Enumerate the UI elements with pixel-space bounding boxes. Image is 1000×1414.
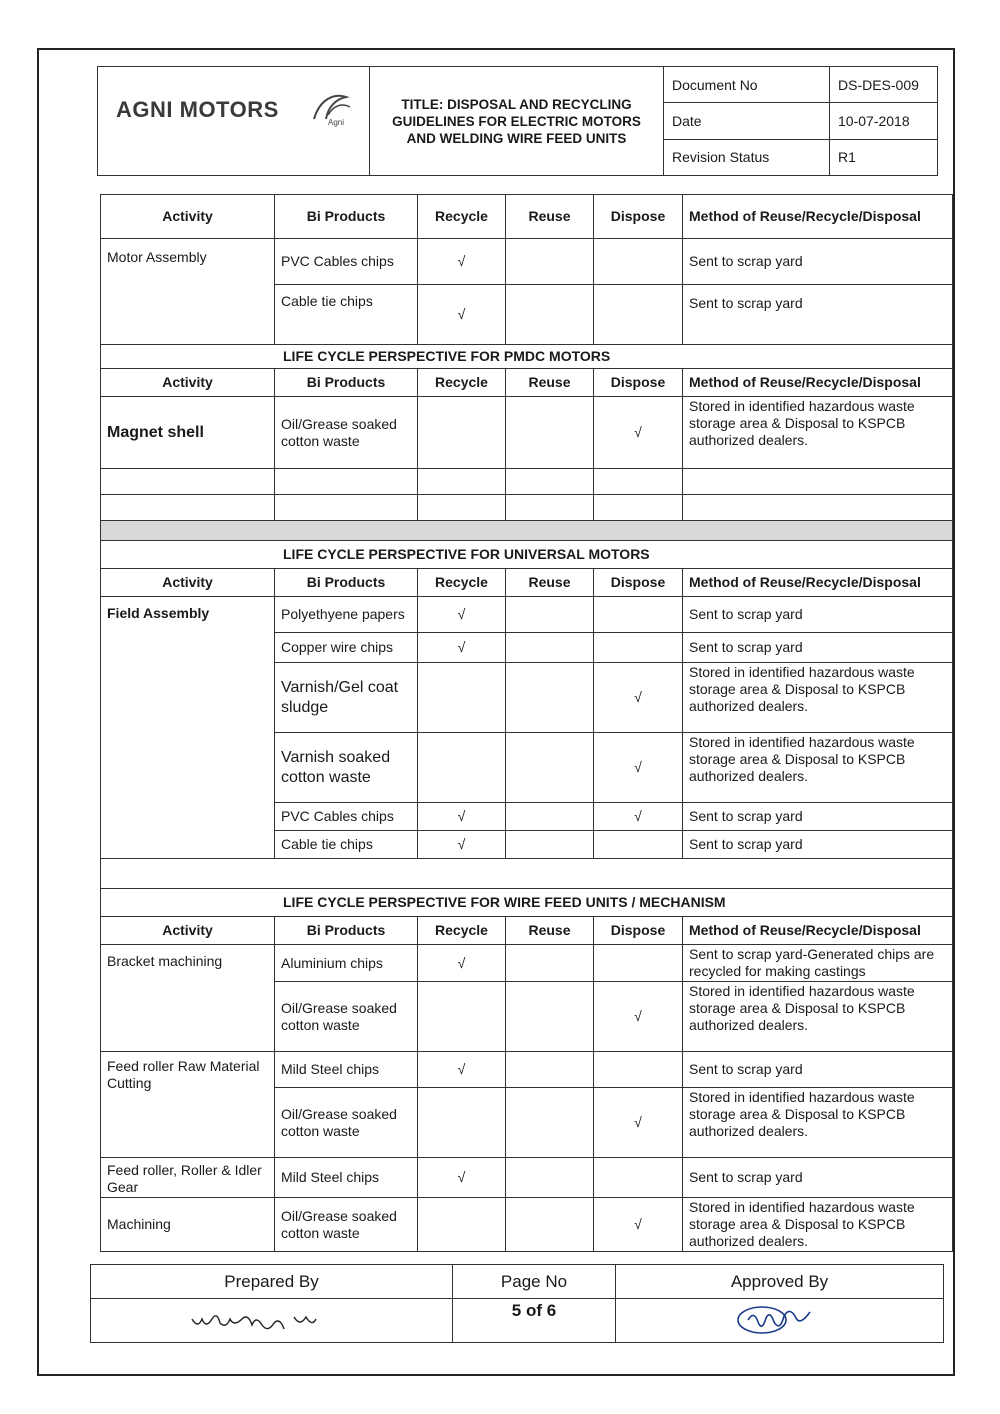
method-cell: Stored in identified hazardous waste storage area & Disposal to KSPCB authorized dealers. xyxy=(683,733,953,803)
col-byproducts: Bi Products xyxy=(275,917,418,945)
dispose-cell xyxy=(594,1052,683,1088)
byproduct-cell: Varnish soaked cotton waste xyxy=(275,733,418,803)
col-dispose: Dispose xyxy=(594,917,683,945)
recycle-check: √ xyxy=(418,831,506,859)
table-row xyxy=(101,945,953,982)
title-line-1: TITLE: DISPOSAL AND RECYCLING xyxy=(401,96,632,112)
byproduct-cell: Oil/Grease soaked cotton waste xyxy=(275,397,418,469)
byproduct-cell: Oil/Grease soaked cotton waste xyxy=(275,1088,418,1158)
method-cell: Stored in identified hazardous waste storage area & Disposal to KSPCB authorized dealers. xyxy=(683,1198,953,1252)
reuse-cell xyxy=(506,285,594,345)
col-byproducts: Bi Products xyxy=(275,369,418,397)
logo-small-text: Agni xyxy=(328,118,345,127)
dispose-check: √ xyxy=(594,733,683,803)
approved-by-label: Approved By xyxy=(616,1265,944,1299)
column-header-row xyxy=(101,195,953,239)
reuse-cell xyxy=(506,1052,594,1088)
empty-row xyxy=(101,469,953,495)
disposal-table xyxy=(100,194,953,1252)
reuse-cell xyxy=(506,239,594,285)
recycle-cell xyxy=(418,663,506,733)
recycle-cell xyxy=(418,982,506,1052)
page-no-value: 5 of 6 xyxy=(453,1299,616,1343)
recycle-cell xyxy=(418,397,506,469)
reuse-cell xyxy=(506,803,594,831)
date-label: Date xyxy=(664,103,830,139)
prepared-by-label: Prepared By xyxy=(91,1265,453,1299)
col-dispose: Dispose xyxy=(594,195,683,239)
table-row xyxy=(101,597,953,633)
approved-signature xyxy=(730,1300,830,1336)
col-method: Method of Reuse/Recycle/Disposal xyxy=(683,195,953,239)
byproduct-cell: Mild Steel chips xyxy=(275,1052,418,1088)
col-byproducts: Bi Products xyxy=(275,569,418,597)
method-cell: Sent to scrap yard xyxy=(683,239,953,285)
recycle-check: √ xyxy=(418,285,506,345)
recycle-check: √ xyxy=(418,1052,506,1088)
col-activity: Activity xyxy=(101,369,275,397)
activity-cell: Feed roller, Roller & Idler Gear xyxy=(101,1158,275,1198)
reuse-cell xyxy=(506,1198,594,1252)
revision-value: R1 xyxy=(830,139,938,175)
col-recycle: Recycle xyxy=(418,917,506,945)
doc-no-value: DS-DES-009 xyxy=(830,67,938,103)
method-cell: Stored in identified hazardous waste storage area & Disposal to KSPCB authorized dealers. xyxy=(683,663,953,733)
recycle-check: √ xyxy=(418,597,506,633)
byproduct-cell: Oil/Grease soaked cotton waste xyxy=(275,982,418,1052)
col-reuse: Reuse xyxy=(506,917,594,945)
table-row xyxy=(101,1158,953,1198)
grey-band-row xyxy=(101,521,953,541)
dispose-check: √ xyxy=(594,663,683,733)
document-header xyxy=(97,66,938,176)
column-header-row xyxy=(101,569,953,597)
byproduct-cell: PVC Cables chips xyxy=(275,239,418,285)
recycle-check: √ xyxy=(418,945,506,982)
activity-cell: Machining xyxy=(101,1198,275,1252)
method-cell: Sent to scrap yard xyxy=(683,1052,953,1088)
section-title-universal: LIFE CYCLE PERSPECTIVE FOR UNIVERSAL MOTORS xyxy=(101,541,953,569)
table-row xyxy=(101,1198,953,1252)
reuse-cell xyxy=(506,982,594,1052)
byproduct-cell: Aluminium chips xyxy=(275,945,418,982)
method-cell: Stored in identified hazardous waste storage area & Disposal to KSPCB authorized dealers. xyxy=(683,1088,953,1158)
dispose-cell xyxy=(594,945,683,982)
byproduct-cell: Oil/Grease soaked cotton waste xyxy=(275,1198,418,1252)
method-cell: Stored in identified hazardous waste storage area & Disposal to KSPCB authorized dealers. xyxy=(683,397,953,469)
dispose-check: √ xyxy=(594,803,683,831)
table-row xyxy=(101,397,953,469)
method-cell: Stored in identified hazardous waste storage area & Disposal to KSPCB authorized dealers. xyxy=(683,982,953,1052)
col-reuse: Reuse xyxy=(506,195,594,239)
col-dispose: Dispose xyxy=(594,369,683,397)
activity-cell: Feed roller Raw Material Cutting xyxy=(101,1052,275,1158)
dispose-check: √ xyxy=(594,1088,683,1158)
column-header-row xyxy=(101,369,953,397)
section-title-pmdc: LIFE CYCLE PERSPECTIVE FOR PMDC MOTORS xyxy=(101,345,953,369)
title-cell xyxy=(370,67,664,176)
empty-row xyxy=(101,859,953,889)
col-method: Method of Reuse/Recycle/Disposal xyxy=(683,917,953,945)
section-title-wire-feed: LIFE CYCLE PERSPECTIVE FOR WIRE FEED UNITS / MECHANISM xyxy=(101,889,953,917)
col-activity: Activity xyxy=(101,917,275,945)
recycle-check: √ xyxy=(418,633,506,663)
recycle-cell xyxy=(418,1088,506,1158)
empty-row xyxy=(101,495,953,521)
method-cell: Sent to scrap yard xyxy=(683,285,953,345)
dispose-cell xyxy=(594,633,683,663)
activity-cell: Field Assembly xyxy=(101,597,275,859)
dispose-cell xyxy=(594,597,683,633)
reuse-cell xyxy=(506,1158,594,1198)
title-line-3: AND WELDING WIRE FEED UNITS xyxy=(406,130,627,146)
col-activity: Activity xyxy=(101,569,275,597)
page-no-label: Page No xyxy=(453,1265,616,1299)
reuse-cell xyxy=(506,1088,594,1158)
dispose-check: √ xyxy=(594,397,683,469)
prepared-signature xyxy=(172,1303,372,1333)
reuse-cell xyxy=(506,945,594,982)
reuse-cell xyxy=(506,597,594,633)
company-logo-text: AGNI MOTORS xyxy=(116,97,279,122)
method-cell: Sent to scrap yard xyxy=(683,633,953,663)
col-method: Method of Reuse/Recycle/Disposal xyxy=(683,369,953,397)
col-reuse: Reuse xyxy=(506,369,594,397)
col-activity: Activity xyxy=(101,195,275,239)
recycle-check: √ xyxy=(418,1158,506,1198)
reuse-cell xyxy=(506,663,594,733)
recycle-cell xyxy=(418,733,506,803)
col-recycle: Recycle xyxy=(418,569,506,597)
method-cell: Sent to scrap yard xyxy=(683,1158,953,1198)
method-cell: Sent to scrap yard xyxy=(683,597,953,633)
table-row xyxy=(101,1052,953,1088)
activity-cell: Magnet shell xyxy=(101,397,275,469)
col-recycle: Recycle xyxy=(418,195,506,239)
dispose-cell xyxy=(594,239,683,285)
col-method: Method of Reuse/Recycle/Disposal xyxy=(683,569,953,597)
dispose-cell xyxy=(594,285,683,345)
logo-cell xyxy=(98,67,370,176)
byproduct-cell: Polyethyene papers xyxy=(275,597,418,633)
approved-signature-cell xyxy=(616,1299,944,1343)
section-title-row xyxy=(101,345,953,369)
dispose-cell xyxy=(594,831,683,859)
table-row xyxy=(101,239,953,285)
recycle-cell xyxy=(418,1198,506,1252)
section-title-row xyxy=(101,541,953,569)
doc-no-label: Document No xyxy=(664,67,830,103)
byproduct-cell: Cable tie chips xyxy=(275,285,418,345)
byproduct-cell: Copper wire chips xyxy=(275,633,418,663)
method-cell: Sent to scrap yard xyxy=(683,831,953,859)
col-byproducts: Bi Products xyxy=(275,195,418,239)
reuse-cell xyxy=(506,397,594,469)
dispose-check: √ xyxy=(594,982,683,1052)
reuse-cell xyxy=(506,733,594,803)
col-recycle: Recycle xyxy=(418,369,506,397)
title-line-2: GUIDELINES FOR ELECTRIC MOTORS xyxy=(392,113,641,129)
byproduct-cell: PVC Cables chips xyxy=(275,803,418,831)
section-title-row xyxy=(101,889,953,917)
byproduct-cell: Mild Steel chips xyxy=(275,1158,418,1198)
prepared-signature-cell xyxy=(91,1299,453,1343)
method-cell: Sent to scrap yard xyxy=(683,803,953,831)
date-value: 10-07-2018 xyxy=(830,103,938,139)
activity-cell: Bracket machining xyxy=(101,945,275,1052)
byproduct-cell: Cable tie chips xyxy=(275,831,418,859)
revision-label: Revision Status xyxy=(664,139,830,175)
signature-footer xyxy=(90,1264,944,1343)
method-cell: Sent to scrap yard-Generated chips are recycled for making castings xyxy=(683,945,953,982)
recycle-check: √ xyxy=(418,239,506,285)
dispose-cell xyxy=(594,1158,683,1198)
col-dispose: Dispose xyxy=(594,569,683,597)
byproduct-cell: Varnish/Gel coat sludge xyxy=(275,663,418,733)
agni-logo-icon xyxy=(306,89,356,129)
reuse-cell xyxy=(506,633,594,663)
column-header-row xyxy=(101,917,953,945)
dispose-check: √ xyxy=(594,1198,683,1252)
recycle-check: √ xyxy=(418,803,506,831)
reuse-cell xyxy=(506,831,594,859)
col-reuse: Reuse xyxy=(506,569,594,597)
activity-cell: Motor Assembly xyxy=(101,239,275,345)
